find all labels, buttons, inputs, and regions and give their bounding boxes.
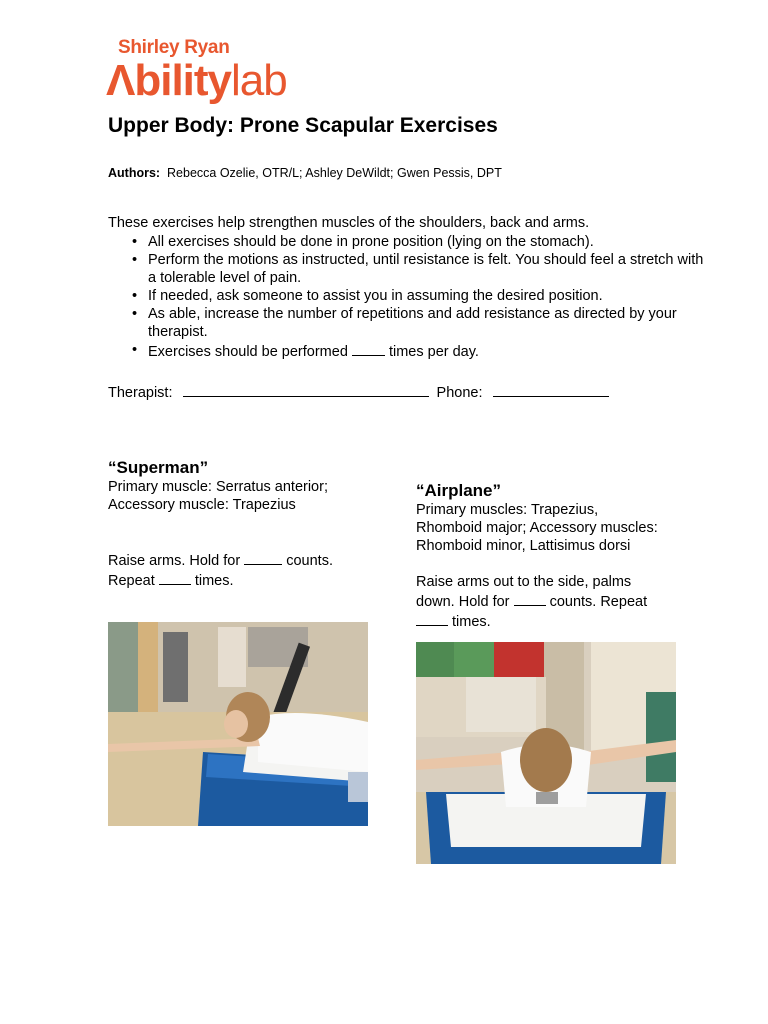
- logo-lab: lab: [231, 56, 287, 105]
- therapist-line: [108, 382, 609, 401]
- list-item: • If needed, ask someone to assist you in assuming the desired position.: [148, 287, 708, 305]
- superman-muscle-2: Accessory muscle: Trapezius: [108, 497, 296, 513]
- list-item: [148, 341, 708, 361]
- page-title: Upper Body: Prone Scapular Exercises: [108, 114, 498, 137]
- airplane-instr-3: [416, 611, 706, 631]
- logo-ability: Λbility: [106, 56, 232, 105]
- phone-blank: [493, 382, 609, 397]
- superman-repeat-blank: [159, 570, 191, 585]
- times-per-day-before: Exercises should be performed: [148, 344, 348, 360]
- superman-times-text: times.: [194, 573, 234, 589]
- times-per-day-blank: [352, 341, 385, 356]
- airplane-hold-blank: [514, 591, 546, 606]
- superman-hold: [108, 550, 398, 570]
- instruction-list: [108, 233, 708, 361]
- therapist-label: Therapist:: [108, 385, 173, 401]
- logo-top-line: Shirley Ryan: [118, 37, 230, 58]
- superman-muscle-1: Primary muscle: Serratus anterior;: [108, 479, 328, 495]
- list-item: • Perform the motions as instructed, until resistance is felt. You should feel a stretch with a tolerable level of pain.: [148, 251, 708, 287]
- airplane-repeat-text: counts. Repeat: [549, 594, 648, 610]
- airplane-instr-2: [416, 591, 706, 611]
- superman-hold-blank: [244, 550, 282, 565]
- airplane-muscle-1: Primary muscles: Trapezius,: [416, 502, 599, 518]
- airplane-instr-1: Raise arms out to the side, palms: [416, 574, 632, 590]
- airplane-title: “Airplane”: [416, 481, 502, 500]
- airplane-hold-text: down. Hold for: [416, 594, 510, 610]
- superman-section: [108, 458, 398, 590]
- authors-line: [108, 166, 502, 180]
- superman-repeat: [108, 570, 398, 590]
- intro-text: These exercises help strengthen muscles of the shoulders, back and arms.: [108, 215, 590, 231]
- list-item: • All exercises should be done in prone position (lying on the stomach).: [148, 233, 708, 251]
- authors-names: Rebecca Ozelie, OTR/L; Ashley DeWildt; Gwen Pessis, DPT: [167, 166, 502, 180]
- superman-title: “Superman”: [108, 458, 209, 477]
- list-item: • As able, increase the number of repetitions and add resistance as directed by your therapist.: [148, 305, 708, 341]
- superman-photo: [108, 622, 368, 826]
- superman-counts-text: counts.: [286, 553, 333, 569]
- airplane-muscle-3: Rhomboid minor, Lattisimus dorsi: [416, 538, 631, 554]
- airplane-muscle-2: Rhomboid major; Accessory muscles:: [416, 520, 658, 536]
- authors-label: Authors:: [108, 166, 161, 180]
- airplane-times-text: times.: [452, 614, 491, 630]
- therapist-blank: [183, 382, 429, 397]
- superman-hold-text: Raise arms. Hold for: [108, 553, 241, 569]
- phone-label: Phone:: [436, 385, 483, 401]
- airplane-section: [416, 481, 706, 631]
- times-per-day-after: times per day.: [388, 344, 479, 360]
- logo: [106, 56, 287, 106]
- superman-repeat-text: Repeat: [108, 573, 155, 589]
- airplane-repeat-blank: [416, 611, 448, 626]
- airplane-photo: [416, 642, 676, 864]
